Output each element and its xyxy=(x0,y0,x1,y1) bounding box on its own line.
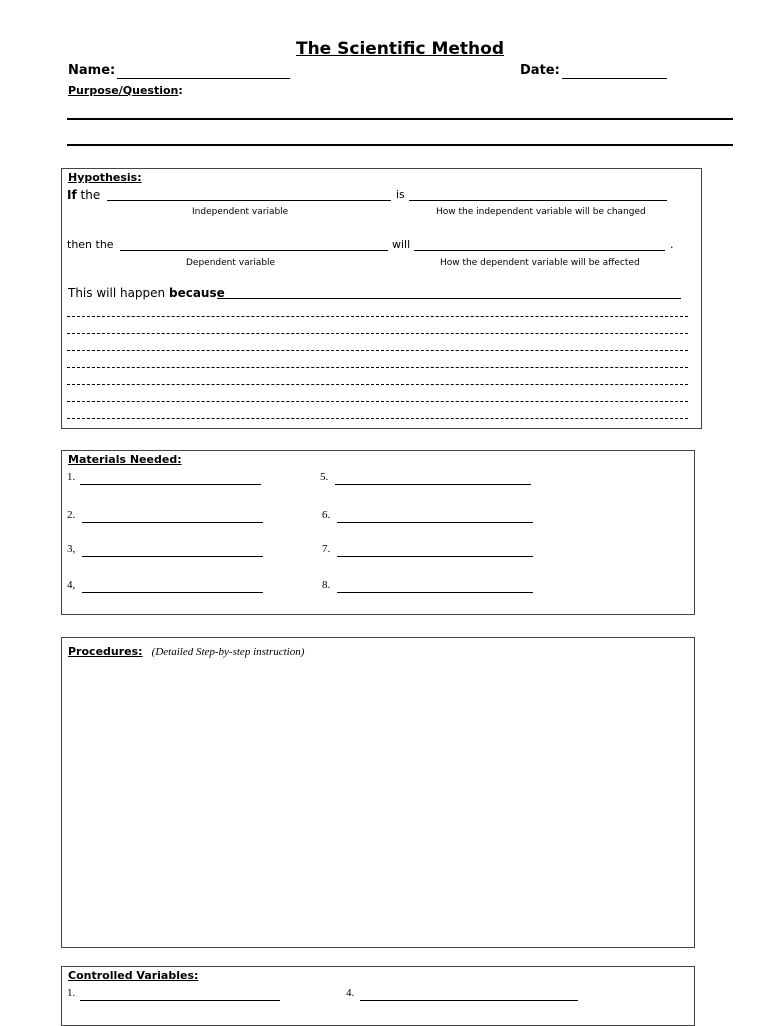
procedures-title: Procedures: xyxy=(68,645,143,658)
material-number: 6. xyxy=(322,509,331,521)
reason-line[interactable] xyxy=(67,384,688,385)
procedures-subtitle: (Detailed Step-by-step instruction) xyxy=(151,646,305,658)
material-field[interactable] xyxy=(337,543,533,557)
controlled-variables-title: Controlled Variables: xyxy=(68,969,199,982)
material-number: 4, xyxy=(67,579,76,591)
material-field[interactable] xyxy=(82,509,263,523)
reason-line[interactable] xyxy=(67,350,688,351)
material-number: 1. xyxy=(67,471,76,483)
material-number: 7. xyxy=(322,543,331,555)
caption-independent: Independent variable xyxy=(192,207,289,217)
reason-line[interactable] xyxy=(67,367,688,368)
name-field[interactable] xyxy=(117,64,290,79)
reason-line[interactable] xyxy=(67,316,688,317)
reason-line[interactable] xyxy=(67,333,688,334)
period-mark: . xyxy=(670,238,674,251)
controlled-variable-field[interactable] xyxy=(80,987,280,1001)
controlled-variable-number: 4. xyxy=(346,987,355,999)
name-label: Name: xyxy=(68,63,116,78)
purpose-line-2[interactable] xyxy=(67,144,733,146)
material-number: 2. xyxy=(67,509,76,521)
reason-line[interactable] xyxy=(67,401,688,402)
material-field[interactable] xyxy=(337,579,533,593)
dependent-variable-field[interactable] xyxy=(120,238,388,251)
purpose-line-1[interactable] xyxy=(67,118,733,120)
procedures-section[interactable] xyxy=(61,637,695,948)
procedures-heading xyxy=(68,640,304,659)
independent-variable-field[interactable] xyxy=(107,188,391,201)
controlled-variable-number: 1. xyxy=(67,987,76,999)
change-field[interactable] xyxy=(409,188,667,201)
caption-how-affected: How the dependent variable will be affected xyxy=(440,258,640,268)
is-label: is xyxy=(396,188,405,201)
material-field[interactable] xyxy=(82,543,263,557)
material-field[interactable] xyxy=(335,471,531,485)
date-field[interactable] xyxy=(562,64,667,79)
material-field[interactable] xyxy=(80,471,261,485)
if-label: If the xyxy=(67,188,101,202)
material-number: 3, xyxy=(67,543,76,555)
because-label: This will happen because xyxy=(68,286,225,300)
date-label: Date: xyxy=(520,63,560,78)
controlled-variable-field[interactable] xyxy=(360,987,578,1001)
material-field[interactable] xyxy=(82,579,263,593)
reason-line[interactable] xyxy=(67,418,688,419)
purpose-label: Purpose/Question: xyxy=(68,84,183,97)
then-label: then the xyxy=(67,238,114,251)
because-field[interactable] xyxy=(217,286,681,299)
material-number: 5. xyxy=(320,471,329,483)
will-label: will xyxy=(392,238,411,251)
hypothesis-title: Hypothesis: xyxy=(68,171,142,184)
material-field[interactable] xyxy=(337,509,533,523)
materials-title: Materials Needed: xyxy=(68,453,182,466)
caption-how-changed: How the independent variable will be changed xyxy=(436,207,646,217)
effect-field[interactable] xyxy=(414,238,665,251)
page-title: The Scientific Method xyxy=(295,39,504,59)
caption-dependent: Dependent variable xyxy=(186,258,276,268)
material-number: 8. xyxy=(322,579,331,591)
